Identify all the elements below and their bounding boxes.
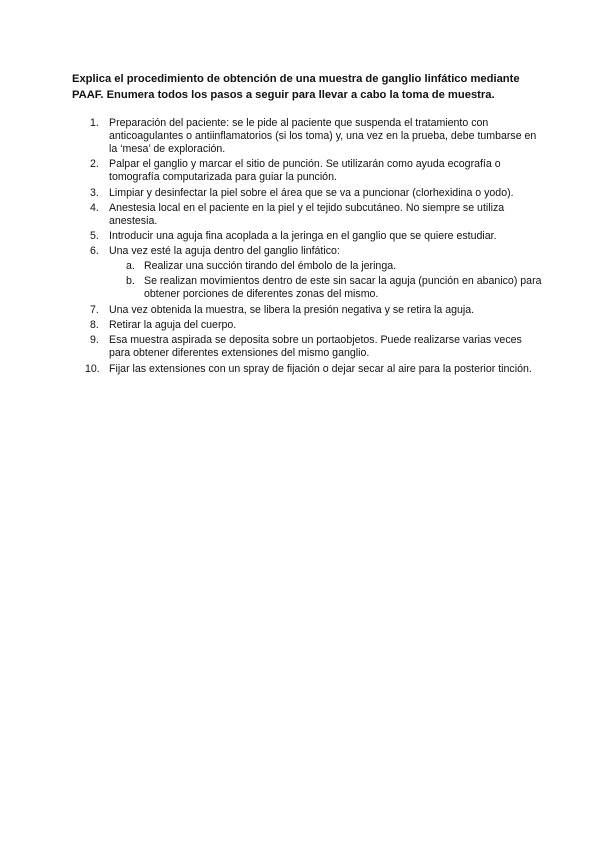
step-number: 10. [85, 362, 100, 375]
question-heading: Explica el procedimiento de obtención de una muestra de ganglio linfático mediante PAAF. Enumera todos los pasos a seguir para llevar a cabo la toma de muestra. [72, 73, 520, 101]
step-number: 4. [90, 201, 99, 214]
substeps-list [109, 260, 542, 301]
step-text: Esa muestra aspirada se deposita sobre un portaobjetos. Puede realizarse varias veces para obtener diferentes extensiones del mismo ganglio. [109, 334, 522, 360]
substep-text: Realizar una succión tirando del émbolo de la jeringa. [144, 260, 397, 273]
substep-item [109, 275, 542, 301]
step-item [72, 117, 542, 156]
step-item [72, 187, 542, 200]
step-item [72, 334, 542, 360]
step-item [72, 304, 542, 317]
step-item [72, 158, 542, 184]
step-text: Introducir una aguja fina acoplada a la jeringa en el ganglio que se quiere estudiar. [109, 230, 497, 243]
step-text: Una vez esté la aguja dentro del ganglio linfático: [109, 245, 340, 258]
step-number: 1. [90, 117, 99, 129]
step-number: 2. [90, 158, 99, 171]
substep-letter: b. [126, 275, 135, 288]
step-number: 6. [90, 245, 99, 258]
step-number: 9. [90, 334, 99, 347]
step-item [72, 363, 542, 376]
steps-list [72, 117, 542, 378]
substep-letter: a. [126, 260, 135, 273]
step-text: Preparación del paciente: se le pide al paciente que suspenda el tratamiento con anticoagulantes o antiinflamatorios (si los toma) y, una vez en la prueba, debe tumbarse en la ‘mesa’ de exploración. [109, 117, 537, 155]
step-text: Fijar las extensiones con un spray de fijación o dejar secar al aire para la posterior tinción. [109, 362, 532, 375]
substep-text: Se realizan movimientos dentro de este sin sacar la aguja (punción en abanico) para obtener porciones de diferentes zonas del mismo. [144, 275, 542, 301]
step-item [72, 319, 542, 332]
step-text: Una vez obtenida la muestra, se libera la presión negativa y se retira la aguja. [109, 303, 475, 316]
step-item [72, 245, 542, 301]
step-text: Palpar el ganglio y marcar el sitio de punción. Se utilizarán como ayuda ecografía o tomografía computarizada para guiar la punción. [109, 158, 501, 184]
step-number: 3. [90, 186, 99, 199]
step-text: Limpiar y desinfectar la piel sobre el área que se va a puncionar (clorhexidina o yodo). [109, 186, 514, 199]
step-item [72, 230, 542, 243]
step-text: Retirar la aguja del cuerpo. [109, 319, 237, 332]
step-number: 5. [90, 230, 99, 243]
step-number: 7. [90, 303, 99, 316]
substep-item [109, 260, 542, 273]
step-number: 8. [90, 319, 99, 332]
step-item [72, 202, 542, 228]
step-text: Anestesia local en el paciente en la piel y el tejido subcutáneo. No siempre se utiliza anestesia. [109, 201, 505, 227]
